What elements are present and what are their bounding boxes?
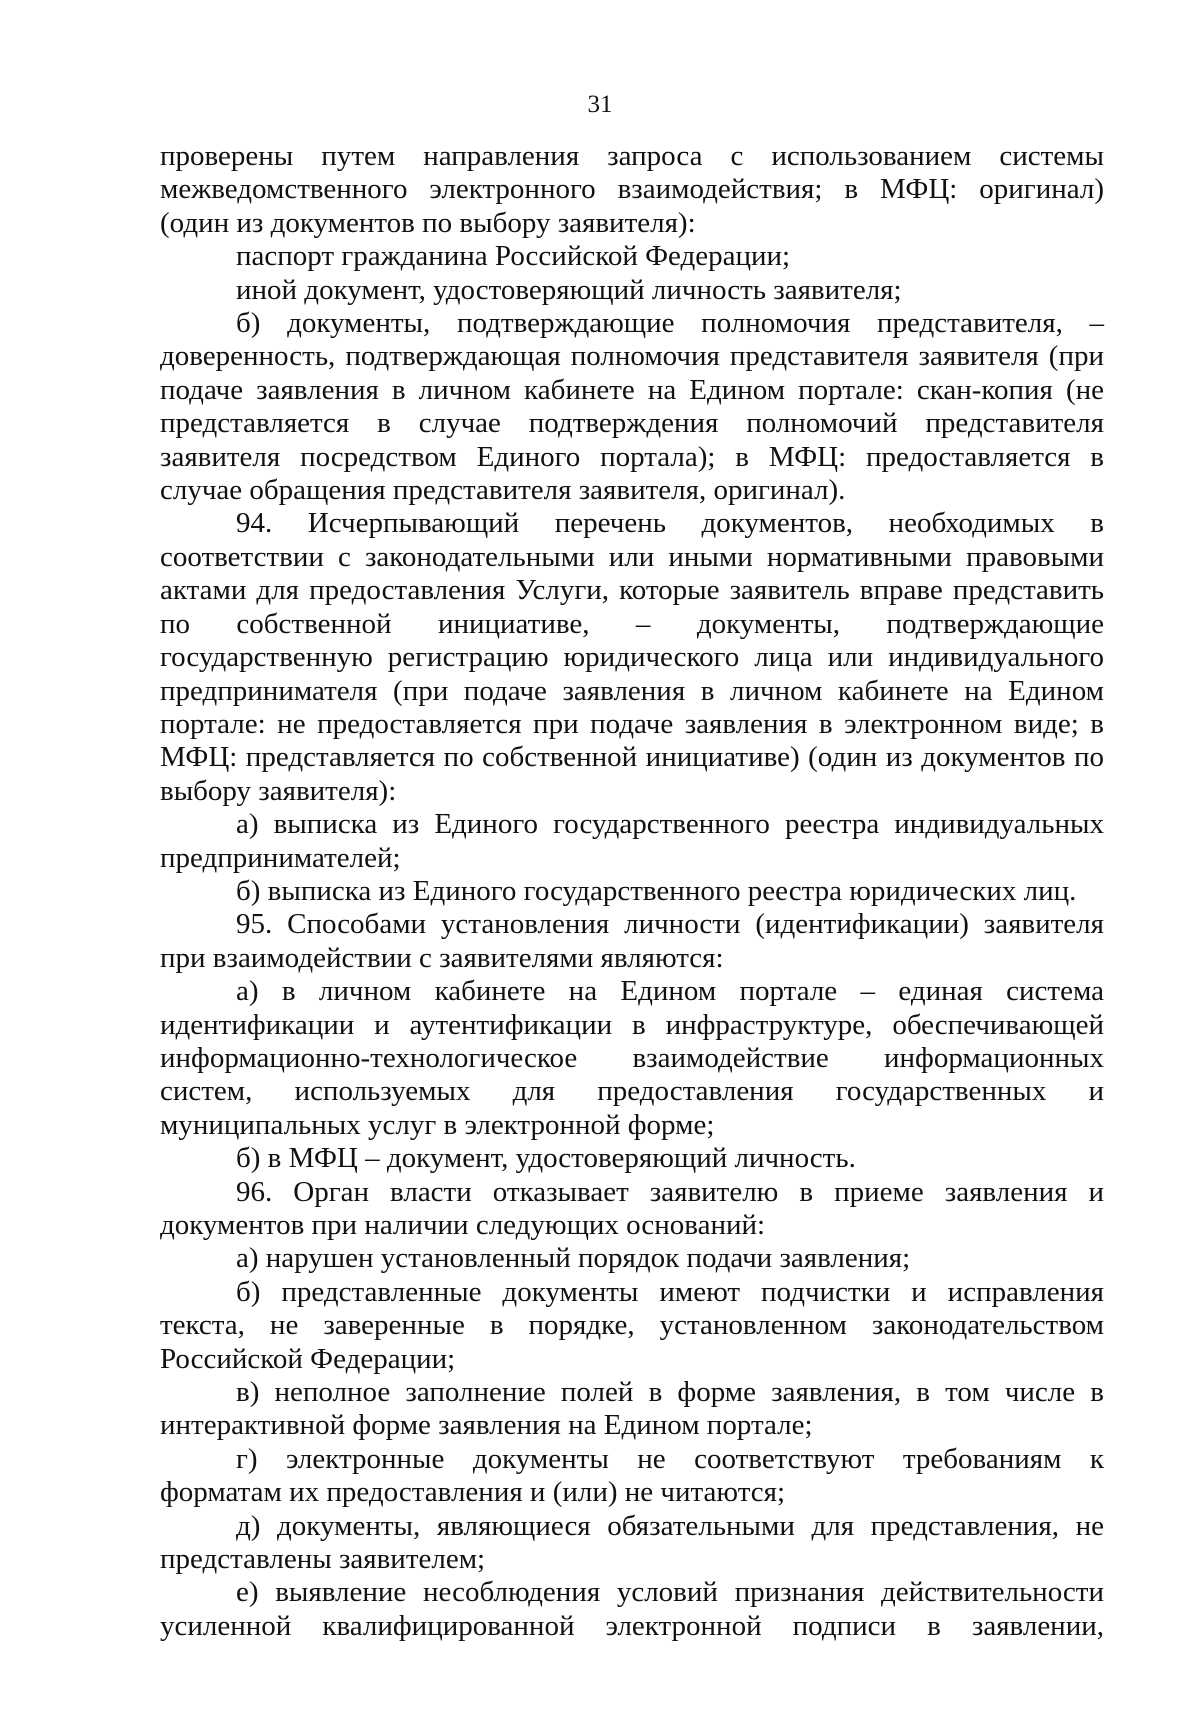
paragraph-continuation: проверены путем направления запроса с использованием системы межведомственного электронного взаимодействия; в МФЦ: оригинал) (один из документов по выбору заявителя):	[160, 140, 1104, 239]
paragraph-96: 96. Орган власти отказывает заявителю в приеме заявления и документов при наличии следующих оснований:	[160, 1175, 1104, 1241]
paragraph-95-b: б) в МФЦ – документ, удостоверяющий личность.	[236, 1142, 856, 1175]
document-body	[160, 140, 1104, 1643]
paragraph-94-b: б) выписка из Единого государственного реестра юридических лиц.	[236, 874, 1077, 907]
paragraph-96-v: в) неполное заполнение полей в форме заявления, в том числе в интерактивной форме заявления на Едином портале;	[160, 1376, 1104, 1442]
paragraph-96-e: е) выявление несоблюдения условий признания действительности усиленной квалифицированной электронной подписи в заявлении,	[160, 1576, 1104, 1642]
paragraph-96-a: а) нарушен установленный порядок подачи заявления;	[236, 1242, 911, 1275]
paragraph-95-a: а) в личном кабинете на Едином портале – единая система идентификации и аутентификации в инфраструктуре, обеспечивающей информационно-технологическое взаимодействие информационных систем, используемых для предоставления государственных и муниципальных услуг в электронной форме;	[160, 975, 1104, 1141]
paragraph-95: 95. Способами установления личности (идентификации) заявителя при взаимодействии с заявителями являются:	[160, 908, 1104, 974]
page-number: 31	[587, 91, 613, 118]
paragraph-94: 94. Исчерпывающий перечень документов, необходимых в соответствии с законодательными или иными нормативными правовыми актами для предоставления Услуги, которые заявитель вправе представить по собственной инициативе, – документы, подтверждающие государственную регистрацию юридического лица или индивидуального предпринимателя (при подаче заявления в личном кабинете на Едином портале: не предоставляется при подаче заявления в электронном виде; в МФЦ: представляется по собственной инициативе) (один из документов по выбору заявителя):	[160, 507, 1104, 807]
paragraph-other-id: иной документ, удостоверяющий личность заявителя;	[236, 273, 902, 306]
paragraph-94-a: а) выписка из Единого государственного реестра индивидуальных предпринимателей;	[160, 808, 1104, 874]
paragraph-96-g: г) электронные документы не соответствуют требованиям к форматам их предоставления и (или) не читаются;	[160, 1442, 1104, 1509]
paragraph-96-d: д) документы, являющиеся обязательными для представления, не представлены заявителем;	[160, 1509, 1104, 1576]
paragraph-passport: паспорт гражданина Российской Федерации;	[236, 240, 791, 273]
paragraph-representative-docs: б) документы, подтверждающие полномочия представителя, – доверенность, подтверждающая полномочия представителя заявителя (при подаче заявления в личном кабинете на Едином портале: скан-копия (не представляется в случае подтверждения полномочий представителя заявителя посредством Единого портала); в МФЦ: предоставляется в случае обращения представителя заявителя, оригинал).	[160, 307, 1104, 507]
paragraph-96-b: б) представленные документы имеют подчистки и исправления текста, не заверенные в порядке, установленном законодательством Российской Федерации;	[160, 1275, 1104, 1375]
